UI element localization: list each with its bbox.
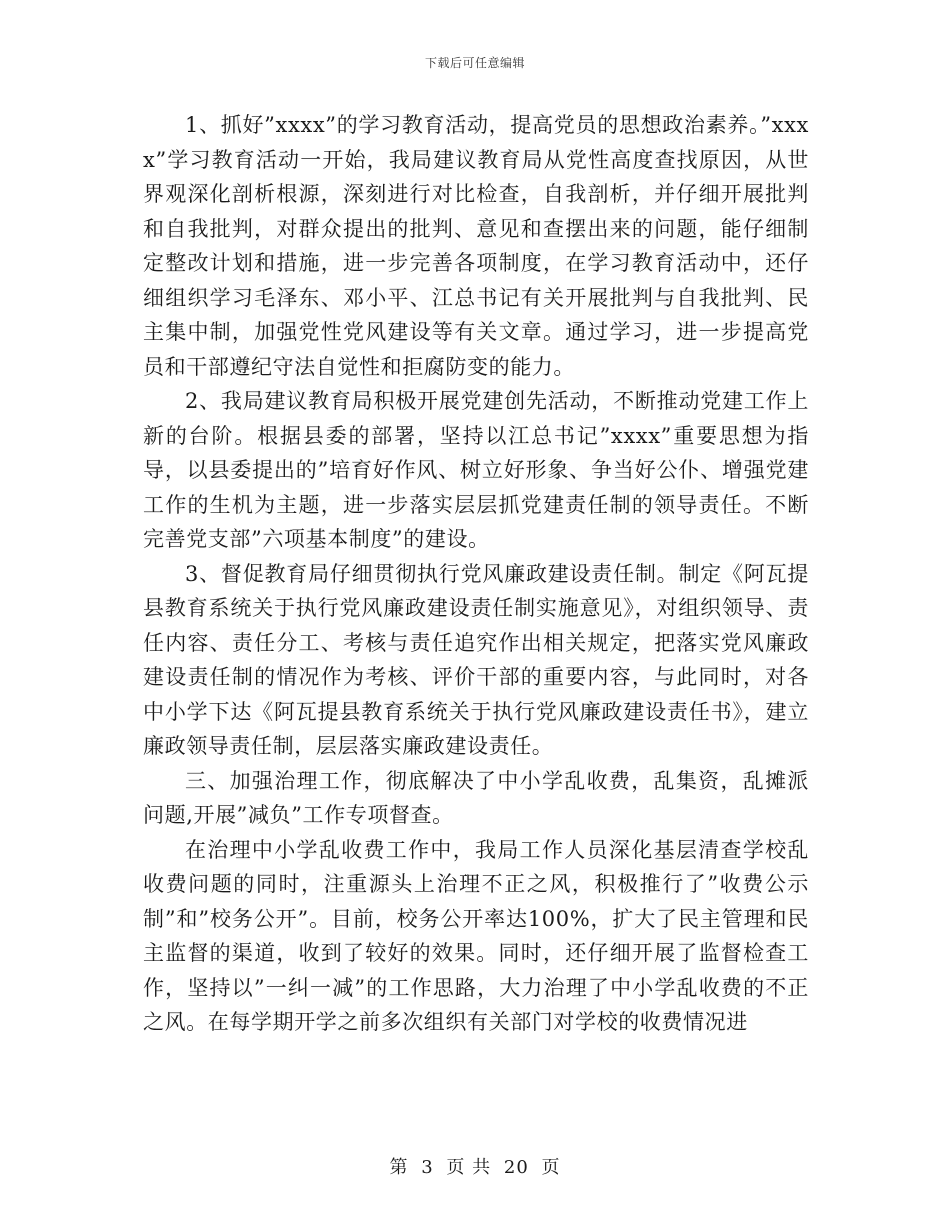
paragraph-3: 3、督促教育局仔细贯彻执行党风廉政建设责任制。制定《阿瓦提县教育系统关于执行党风廉政建设责任制实施意见》，对组织领导、责任内容、责任分工、考核与责任追究作出相关规定，把落实党风廉政建设责任制的情况作为考核、评价干部的重要内容，与此同时，对各中小学下达《阿瓦提县教育系统关于执行党风廉政建设责任书》，建立廉政领导责任制，层层落实廉政建设责任。 <box>143 561 809 758</box>
current-page-number: 3 <box>421 1157 434 1178</box>
document-body <box>143 108 809 1040</box>
page-header-note: 下载后可任意编辑 <box>424 56 525 70</box>
footer-suffix: 页 <box>541 1157 561 1178</box>
page-number-footer <box>0 1153 950 1179</box>
paragraph-4: 在治理中小学乱收费工作中，我局工作人员深化基层清查学校乱收费问题的同时，注重源头上治理不正之风，积极推行了”收费公示制”和”校务公开”。目前，校务公开率达100%，扩大了民主管理和民主监督的渠道，收到了较好的效果。同时，还仔细开展了监督检查工作，坚持以”一纠一减”的工作思路，大力治理了中小学乱收费的不正之风。在每学期开学之前多次组织有关部门对学校的收费情况进 <box>143 837 809 1034</box>
paragraph-1: 1、抓好”xxxx”的学习教育活动，提高党员的思想政治素养。”xxxx”学习教育活动一开始，我局建议教育局从党性高度查找原因，从世界观深化剖析根源，深刻进行对比检查，自我剖析，并仔细开展批判和自我批判，对群众提出的批判、意见和查摆出来的问题，能仔细制定整改计划和措施，进一步完善各项制度，在学习教育活动中，还仔细组织学习毛泽东、邓小平、江总书记有关开展批判与自我批判、民主集中制，加强党性党风建设等有关文章。通过学习，进一步提高党员和干部遵纪守法自觉性和拒腐防变的能力。 <box>143 113 809 379</box>
footer-middle: 页 共 <box>446 1157 492 1178</box>
total-page-count: 20 <box>503 1157 529 1178</box>
footer-prefix: 第 <box>389 1157 409 1178</box>
paragraph-section-heading: 三、加强治理工作，彻底解决了中小学乱收费，乱集资，乱摊派问题,开展”减负”工作专项督查。 <box>143 768 809 827</box>
paragraph-2: 2、我局建议教育局积极开展党建创先活动，不断推动党建工作上新的台阶。根据县委的部署，坚持以江总书记”xxxx”重要思想为指导，以县委提出的”培育好作风、树立好形象、争当好公仆、增强党建工作的生机为主题，进一步落实层层抓党建责任制的领导责任。不断完善党支部”六项基本制度”的建设。 <box>143 389 809 551</box>
